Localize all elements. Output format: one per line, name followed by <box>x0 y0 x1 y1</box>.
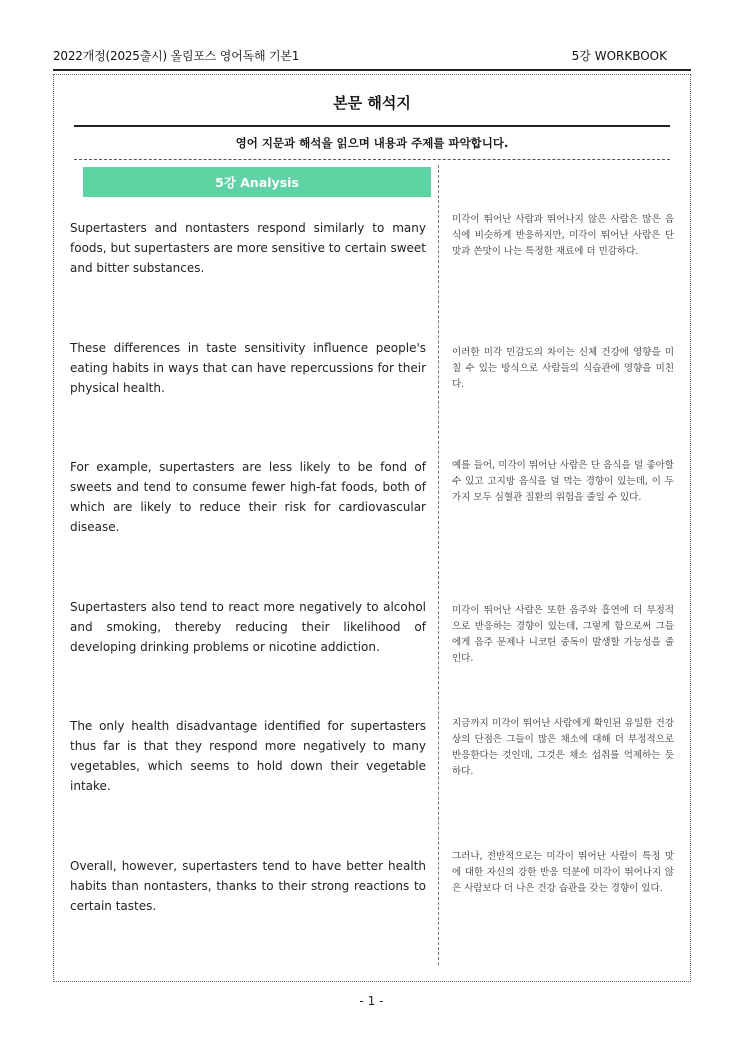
korean-translation-4: 미각이 뛰어난 사람은 또한 음주와 흡연에 더 부정적으로 반응하는 경향이 있는데, 그렇게 함으로써 그들에게 음주 문제나 니코틴 중독이 발생할 가능성을 줄인다. <box>452 605 674 664</box>
page-subtitle: 영어 지문과 해석을 읽으며 내용과 주제를 파악합니다. <box>235 136 509 150</box>
page-title: 본문 해석지 <box>333 94 411 112</box>
english-paragraph-5: The only health disadvantage identified for supertasters thus far is that they respond more negatively to many vegetables, which seems to hold down their vegetable intake. <box>70 719 426 793</box>
analysis-banner: 5강 Analysis <box>83 167 431 197</box>
korean-translation-2: 이러한 미각 민감도의 차이는 신체 건강에 영향을 미칠 수 있는 방식으로 사람들의 식습관에 영향을 미친다. <box>452 347 674 390</box>
korean-translation-1: 미각이 뛰어난 사람과 뛰어나지 않은 사람은 많은 음식에 비슷하게 반응하지만, 미각이 뛰어난 사람은 단맛과 쓴맛이 나는 특정한 재료에 더 민감하다. <box>452 214 674 257</box>
korean-translation-3: 예를 들어, 미각이 뛰어난 사람은 단 음식을 덜 좋아할 수 있고 고지방 음식을 덜 먹는 경향이 있는데, 이 두 가지 모두 심혈관 질환의 위험을 줄일 수 있다. <box>452 460 674 503</box>
page-header <box>53 42 667 68</box>
korean-translation-5: 지금까지 미각이 뛰어난 사람에게 확인된 유일한 건강상의 단점은 그들이 많은 채소에 대해 더 부정적으로 반응한다는 것인데, 그것은 채소 섭취를 억제하는 듯하다. <box>452 718 674 777</box>
english-paragraph-4: Supertasters also tend to react more negatively to alcohol and smoking, thereby reducing their likelihood of developing drinking problems or nicotine addiction. <box>70 600 426 654</box>
title-rule <box>74 125 670 127</box>
header-book-title: 2022개정(2025출시) 올림포스 영어독해 기본1 <box>53 48 300 63</box>
content-frame <box>53 74 691 982</box>
header-rule <box>53 69 691 71</box>
subtitle-rule <box>74 159 670 160</box>
english-paragraph-2: These differences in taste sensitivity influence people's eating habits in ways that can have repercussions for their physical health. <box>70 341 426 395</box>
korean-translation-6: 그러나, 전반적으로는 미각이 뛰어난 사람이 특정 맛에 대한 자신의 강한 반응 덕분에 미각이 뛰어나지 않은 사람보다 더 나은 건강 습관을 갖는 경향이 있다. <box>452 851 674 894</box>
page-number: - 1 - <box>359 994 384 1008</box>
header-lesson-label: 5강 WORKBOOK <box>571 48 667 63</box>
english-paragraph-1: Supertasters and nontasters respond similarly to many foods, but supertasters are more sensitive to certain sweet and bitter substances. <box>70 221 426 275</box>
english-paragraph-3: For example, supertasters are less likely to be fond of sweets and tend to consume fewer high-fat foods, both of which are likely to reduce their risk for cardiovascular disease. <box>70 460 426 534</box>
column-divider <box>438 165 439 965</box>
english-paragraph-6: Overall, however, supertasters tend to have better health habits than nontasters, thanks to their strong reactions to certain tastes. <box>70 859 426 913</box>
